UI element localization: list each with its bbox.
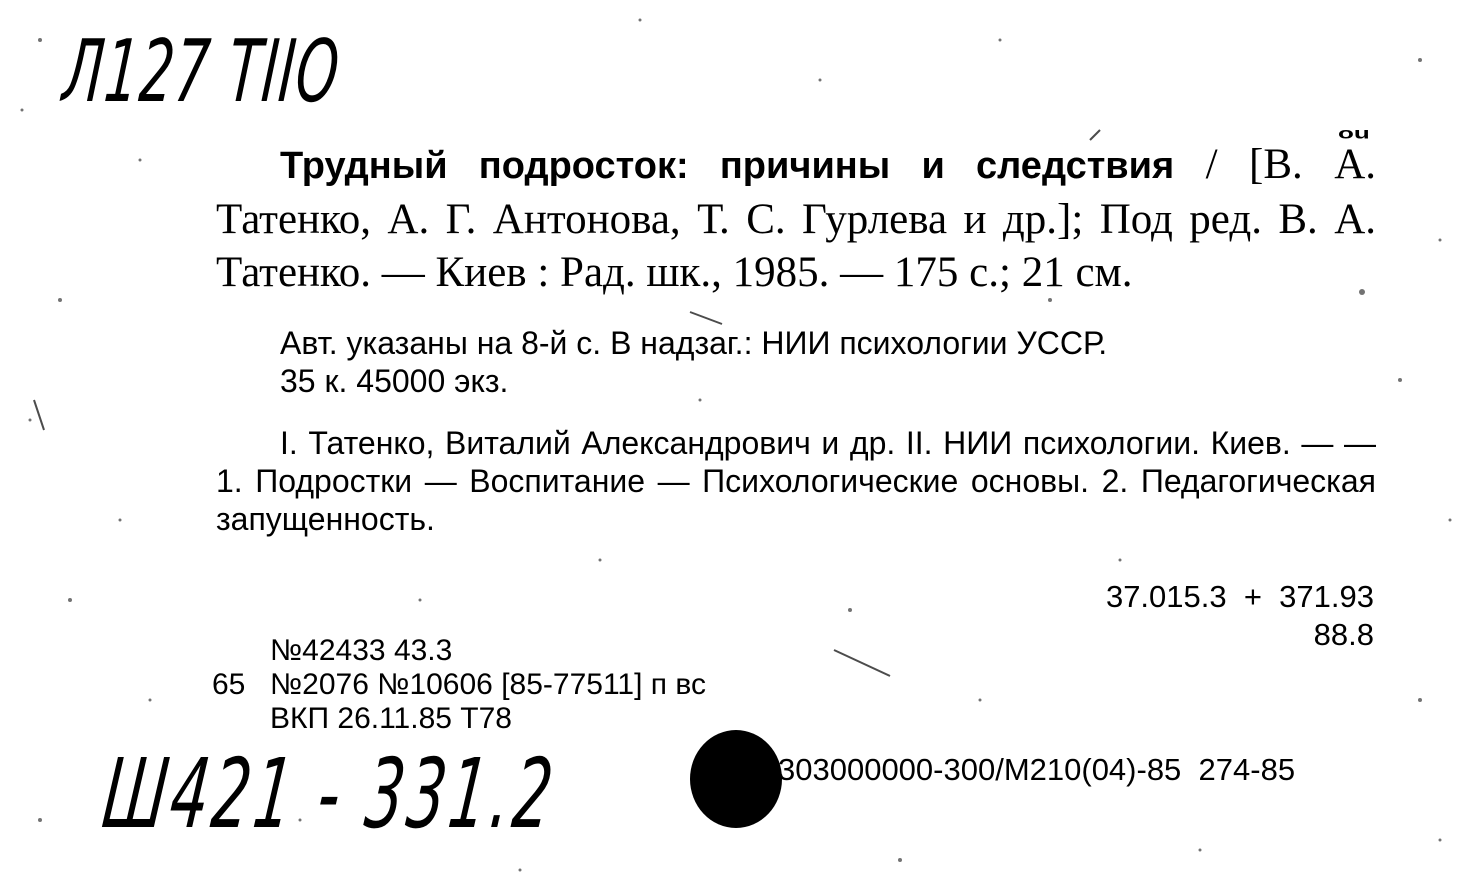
- technical-text-1: №42433 43.3: [270, 634, 453, 667]
- notes-line-1: [216, 324, 1376, 362]
- isbn-line: 303000000-300/М210(04)-85 274-85: [778, 752, 1296, 787]
- technical-line-1: [212, 634, 706, 668]
- notes-text-1: Авт. указаны на 8-й с. В надзаг.: НИИ психологии УССР.: [280, 325, 1108, 361]
- technical-text-3: ВКП 26.11.85 Т78: [270, 702, 512, 735]
- technical-lead-number: 65: [212, 668, 246, 701]
- classification-line-1: 37.015.3 + 371.93: [1105, 579, 1374, 614]
- notes-area: [216, 324, 1376, 400]
- notes-text-2: 35 к. 45000 экз.: [280, 363, 509, 399]
- handwritten-inventory-number: Ш421 - 331.2: [97, 738, 562, 850]
- technical-line-2: [212, 668, 706, 702]
- stamp-mark: ou: [1338, 124, 1370, 143]
- book-title: Трудный подросток: причины и следствия: [280, 145, 1175, 187]
- statement-of-responsibility: / [В. А. Татенко, А. Г. Антонова, Т. С. Гурлева и др.]; Под ред. В. А. Татенко. — Киев : Рад. шк., 1985. — 175 с.; 21 см.: [216, 141, 1377, 296]
- technical-line-3: [212, 702, 706, 736]
- notes-line-2: [216, 362, 1376, 400]
- subject-tracings: [216, 424, 1376, 538]
- classification-line-2: 88.8: [1313, 617, 1374, 652]
- bibliographic-record: [216, 138, 1376, 299]
- tracings-text: I. Татенко, Виталий Александрович и др. II. НИИ психологии. Киев. — — 1. Подростки — Воспитание — Психологические основы. 2. Педагогическая запущенность.: [216, 425, 1376, 537]
- technical-data: [212, 634, 706, 736]
- handwritten-shelfmark: Л127 ТIIО: [59, 22, 344, 122]
- technical-text-2: №2076 №10606 [85-77511] п вс: [270, 668, 706, 701]
- classification-numbers: [1106, 578, 1374, 654]
- punch-hole: [690, 730, 782, 828]
